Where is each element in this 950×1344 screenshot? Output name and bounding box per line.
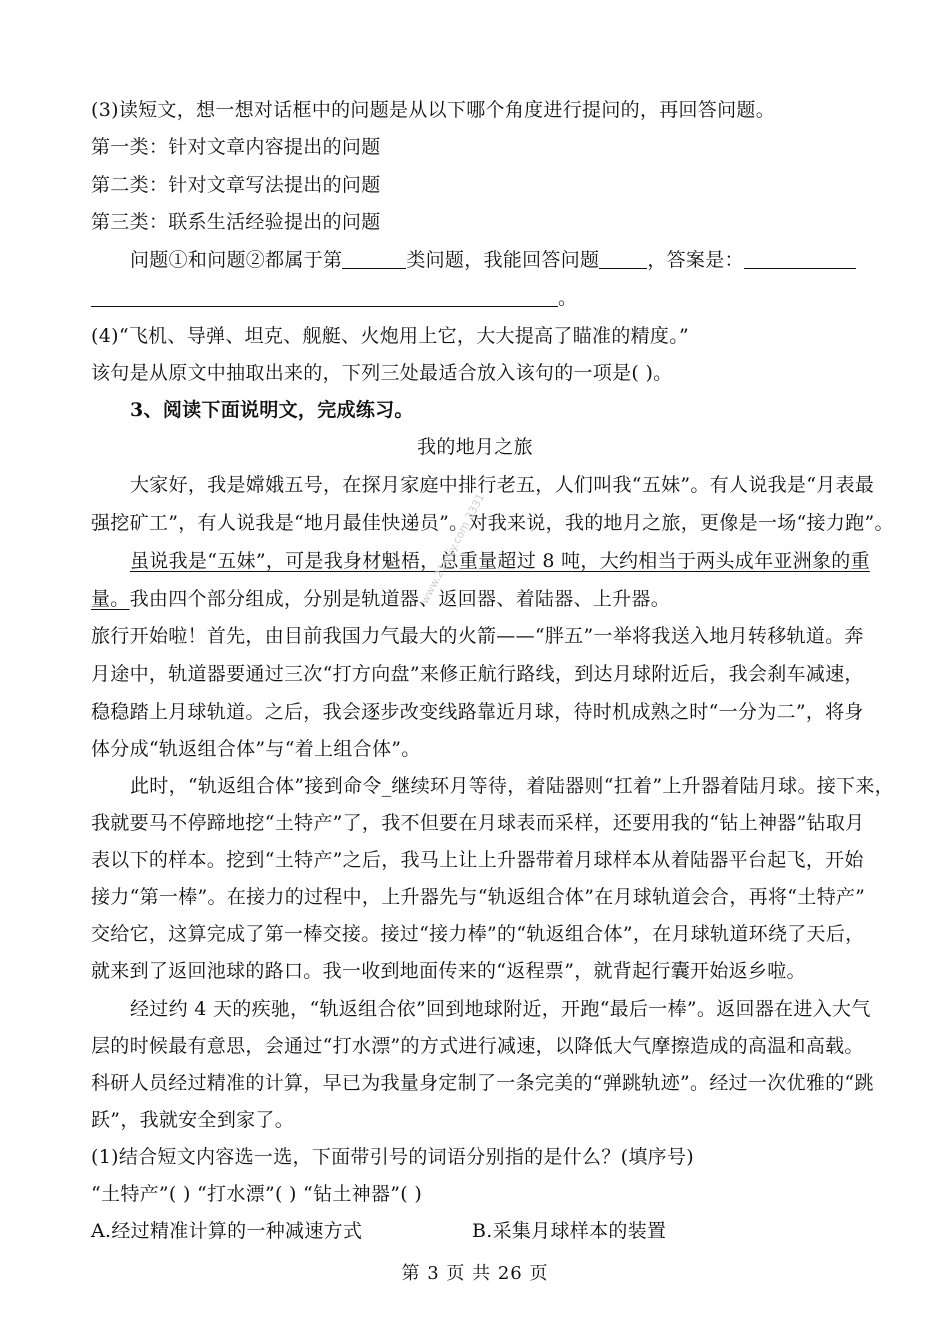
question-4-prompt: 该句是从原文中抽取出来的，下列三处最适合放入该句的一项是( )。	[91, 362, 673, 384]
sub-question-1: (1)结合短文内容选一选，下面带引号的词语分别指的是什么？(填序号)	[91, 1146, 694, 1168]
category-2: 第二类：针对文章写法提出的问题	[91, 174, 381, 196]
answer-blank-2[interactable]	[91, 288, 558, 307]
para5-line4: 跃”，我就安全到家了。	[91, 1109, 295, 1131]
para4-line1: 此时，“轨返组合体”接到命令_继续环月等待，着陆器则“扛着”上升器着陆月球。接下来，	[130, 775, 894, 797]
fill-in-line-2	[91, 285, 861, 311]
answer-blank-question[interactable]	[599, 250, 647, 269]
underlined-sentence-part2: 量。	[91, 588, 130, 610]
fill-text-a: 问题①和问题②都属于第	[130, 249, 343, 271]
question-4-quote: (4)“飞机、导弹、坦克、舰艇、火炮用上它，大大提高了瞄准的精度。”	[91, 325, 690, 347]
para4-line2: 我就要马不停蹄地挖“土特产”了，我不但要在月球表而采样，还要用我的“钻上神器”钻取月	[91, 812, 865, 834]
watermark: www.21cnjy.com 3331	[418, 491, 488, 607]
option-b: B.采集月球样本的装置	[472, 1220, 667, 1242]
sub-question-1-items[interactable]: “土特产”( ) “打水漂”( ) “钻土神器”( )	[91, 1183, 423, 1205]
para4-line6: 就来到了返回池球的路口。我一收到地面传来的“返程票”，就背起行囊开始返乡啦。	[91, 960, 806, 982]
para3-line3: 稳稳踏上月球轨道。之后，我会逐步改变线路靠近月球，待时机成熟之时“一分为二”，将身	[91, 701, 864, 723]
fill-text-b: 类问题，我能回答问题	[406, 249, 600, 271]
para2-rest: 我由四个部分组成，分别是轨道器、返回器、着陆器、上升器。	[129, 588, 671, 610]
para3-line4: 体分成“轨返组合体”与“着上组合体”。	[91, 738, 421, 760]
para1-line1: 大家好，我是嫦娥五号，在探月家庭中排行老五，人们叫我“五妹”。有人说我是“月表最	[130, 474, 875, 496]
para4-line3: 表以下的样本。挖到“土特产”之后，我马上让上升器带着月球样本从着陆器平台起飞，开始	[91, 849, 864, 871]
section-3-heading: 3、阅读下面说明文，完成练习。	[130, 399, 414, 421]
para1-line2: 强挖矿工”，有人说我是“地月最佳快递员”。对我来说，我的地月之旅，更像是一场“接力跑”。	[91, 512, 894, 534]
options-line	[91, 1218, 861, 1244]
fill-in-line	[130, 247, 861, 273]
category-1: 第一类：针对文章内容提出的问题	[91, 136, 381, 158]
para5-line3: 科研人员经过精准的计算，早已为我量身定制了一条完美的“弹跳轨迹”。经过一次优雅的“跳	[91, 1072, 874, 1094]
answer-blank-1[interactable]	[744, 250, 856, 269]
para4-line5: 交给它，这算完成了第一棒交接。接过“接力棒”的“轨返组合体”，在月球轨道环绕了天后，	[91, 923, 865, 945]
question-3-prompt: (3)读短文，想一想对话框中的问题是从以下哪个角度进行提问的，再回答问题。	[91, 99, 776, 121]
category-3: 第三类：联系生活经验提出的问题	[91, 211, 381, 233]
underlined-sentence-part1: 虽说我是“五妹”，可是我身材魁梧，总重量超过 8 吨，大约相当于两头成年亚洲象的重	[130, 550, 870, 572]
option-a: A.经过精准计算的一种减速方式	[91, 1220, 363, 1242]
para3-line2: 月途中，轨道器要通过三次“打方向盘”来修正航行路线，到达月球附近后，我会刹车减速，	[91, 663, 864, 685]
answer-blank-category[interactable]	[342, 250, 406, 269]
article-title: 我的地月之旅	[417, 436, 533, 458]
para4-line4: 接力“第一棒”。在接力的过程中，上升器先与“轨返组合体”在月球轨道会合，再将“土特产”	[91, 886, 866, 908]
para5-line2: 层的时候最有意思，会通过“打水漂”的方式进行减速，以降低大气摩擦造成的高温和高载。	[91, 1035, 864, 1057]
para2-line2	[91, 586, 861, 612]
fill-text-c: ，答案是：	[647, 249, 744, 271]
para5-line1: 经过约 4 天的疾驰，“轨返组合依”回到地球附近，开跑“最后一棒”。返回器在进入大气	[130, 998, 871, 1020]
para2-line1	[130, 548, 870, 574]
para3-line1: 旅行开始啦！首先，由目前我国力气最大的火箭——“胖五”一举将我送入地月转移轨道。奔	[91, 625, 864, 647]
fill-end: 。	[558, 287, 578, 309]
page-number-footer: 第 3 页 共 26 页	[401, 1263, 549, 1284]
